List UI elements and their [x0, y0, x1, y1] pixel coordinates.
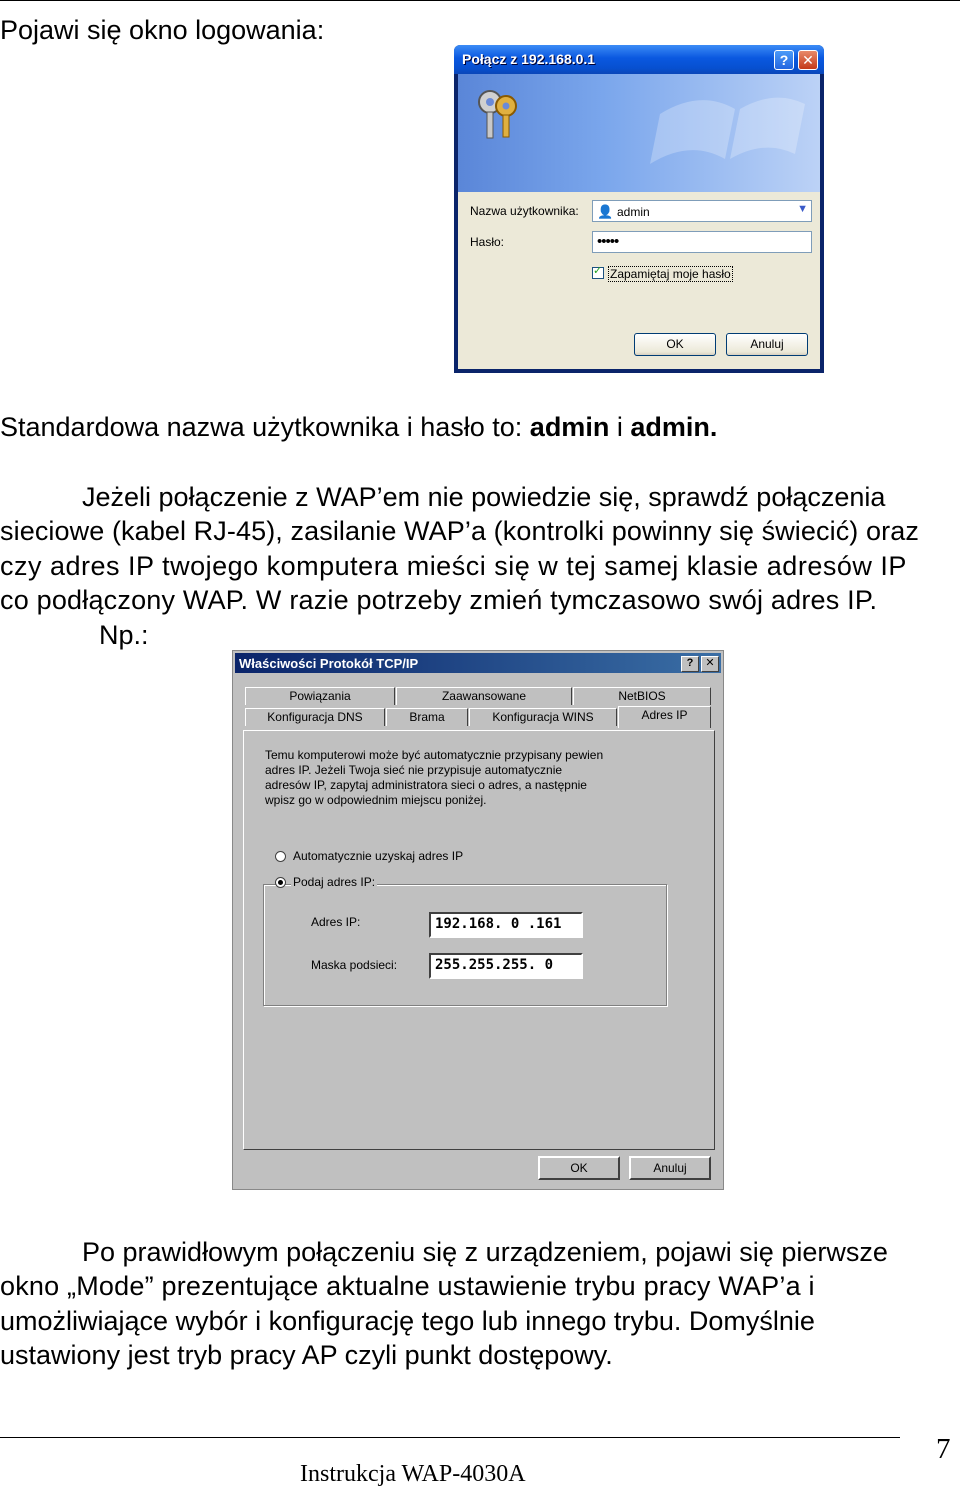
- radio-manual-ip[interactable]: [275, 877, 286, 888]
- login-dialog-titlebar[interactable]: [454, 45, 824, 74]
- defaults-mid: i: [609, 412, 631, 442]
- default-user: admin: [529, 412, 610, 442]
- tab-konfiguracja-dns[interactable]: Konfiguracja DNS: [245, 708, 385, 726]
- cancel-button[interactable]: Anuluj: [726, 333, 808, 356]
- ip-address-input[interactable]: 192.168. 0 .161: [429, 912, 583, 938]
- tab-powiazania[interactable]: Powiązania: [245, 687, 395, 705]
- tab-brama[interactable]: Brama: [386, 708, 468, 726]
- example-label: Np.:: [99, 620, 149, 650]
- username-combobox[interactable]: [592, 200, 812, 222]
- subnet-mask-input[interactable]: 255.255.255. 0: [429, 953, 583, 979]
- tab-adres-ip[interactable]: Adres IP: [618, 706, 711, 728]
- remember-checkbox[interactable]: [592, 267, 604, 279]
- username-label: Nazwa użytkownika:: [470, 204, 579, 218]
- intro-text: Pojawi się okno logowania:: [0, 15, 325, 45]
- ok-button[interactable]: OK: [538, 1156, 620, 1180]
- defaults-prefix: Standardowa nazwa użytkownika i hasło to:: [0, 412, 530, 442]
- description-line: Temu komputerowi może być automatycznie przypisany pewien: [265, 748, 604, 762]
- description-line: adres IP. Jeżeli Twoja sieć nie przypisuje automatycznie: [265, 763, 563, 777]
- tcpip-title: Właściwości Protokół TCP/IP: [239, 656, 419, 671]
- subnet-mask-label: Maska podsieci:: [311, 958, 398, 972]
- footer-title: Instrukcja WAP-4030A: [300, 1461, 526, 1487]
- tab-konfiguracja-wins[interactable]: Konfiguracja WINS: [469, 708, 617, 726]
- defaults-line: [0, 410, 717, 445]
- paragraph2-line: Po prawidłowym połączeniu się z urządzeniem, pojawi się pierwsze: [82, 1237, 888, 1267]
- password-value: •••••: [597, 233, 619, 250]
- login-dialog-body: [458, 74, 820, 369]
- ip-address-label: Adres IP:: [311, 915, 361, 929]
- help-button[interactable]: ?: [681, 656, 699, 672]
- paragraph1-line: Jeżeli połączenie z WAP’em nie powiedzie się, sprawdź połączenia: [82, 482, 886, 512]
- description-line: wpisz go w odpowiednim miejscu poniżej.: [265, 793, 487, 807]
- close-button[interactable]: ✕: [798, 50, 818, 70]
- description-line: adresów IP, zapytaj administratora sieci o adres, a następnie: [265, 778, 587, 792]
- radio-manual-ip-label[interactable]: Podaj adres IP:: [293, 875, 376, 889]
- cancel-button[interactable]: Anuluj: [629, 1156, 711, 1180]
- tab-zaawansowane[interactable]: Zaawansowane: [396, 687, 572, 705]
- help-button[interactable]: ?: [774, 50, 794, 70]
- remember-label[interactable]: Zapamiętaj moje hasło: [610, 267, 731, 281]
- windows-logo-watermark: [640, 84, 810, 184]
- login-dialog: [454, 45, 824, 373]
- paragraph2-line: umożliwiające wybór i konfigurację tego lub innego trybu. Domyślnie: [0, 1306, 815, 1336]
- footer-rule: [0, 1437, 900, 1438]
- password-label: Hasło:: [470, 235, 505, 249]
- tcpip-dialog: [232, 650, 724, 1190]
- page-number: 7: [936, 1433, 951, 1465]
- top-rule: [0, 0, 960, 1]
- manual-ip-group: [263, 884, 667, 1006]
- chevron-down-icon[interactable]: ▼: [797, 203, 808, 215]
- tab-panel-adres-ip: [243, 730, 715, 1150]
- user-icon: 👤: [597, 204, 614, 219]
- paragraph2-line: ustawiony jest tryb pracy AP czyli punkt dostępowy.: [0, 1340, 613, 1370]
- paragraph1-line: sieciowe (kabel RJ-45), zasilanie WAP’a (kontrolki powinny się świecić) oraz: [0, 516, 919, 546]
- checkmark-icon: ✓: [593, 265, 603, 277]
- username-value: admin: [617, 205, 650, 219]
- radio-dot: [278, 880, 283, 885]
- ok-button[interactable]: OK: [634, 333, 716, 356]
- keys-icon: [472, 86, 524, 142]
- tcpip-titlebar[interactable]: [235, 653, 721, 673]
- paragraph2-line: okno „Mode” prezentujące aktualne ustawienie trybu pracy WAP’a i: [0, 1271, 815, 1301]
- tab-netbios[interactable]: NetBIOS: [573, 687, 711, 705]
- login-banner: [458, 74, 820, 192]
- radio-auto-ip[interactable]: [275, 851, 286, 862]
- radio-auto-ip-label[interactable]: Automatycznie uzyskaj adres IP: [293, 849, 464, 863]
- default-pass: admin.: [630, 412, 718, 442]
- paragraph1-line: co podłączony WAP. W razie potrzeby zmień tymczasowo swój adres IP.: [0, 585, 878, 615]
- password-field[interactable]: [592, 231, 812, 253]
- login-dialog-title: Połącz z 192.168.0.1: [462, 51, 596, 67]
- paragraph1-line: czy adres IP twojego komputera mieści się w tej samej klasie adresów IP: [0, 551, 907, 581]
- close-button[interactable]: ✕: [701, 656, 719, 672]
